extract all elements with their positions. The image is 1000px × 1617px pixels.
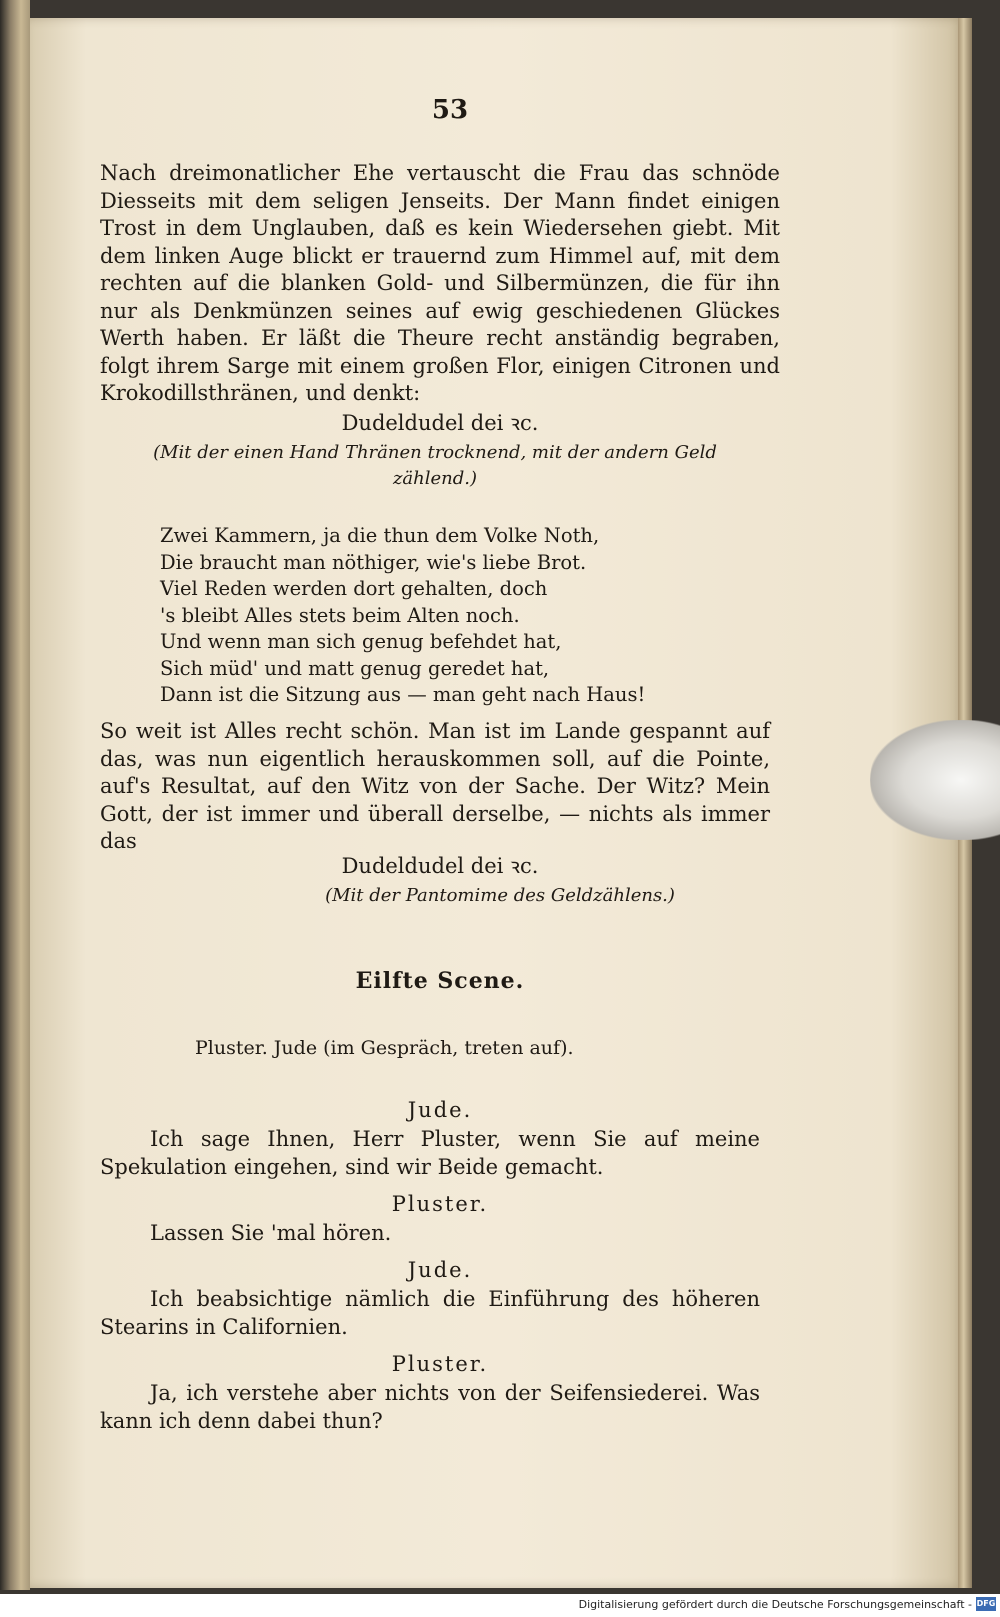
page-clip (870, 720, 1000, 840)
scene-direction: Pluster. Jude (im Gespräch, treten auf). (195, 1037, 574, 1059)
verse-line: Dann ist die Sitzung aus — man geht nach Haus! (160, 683, 646, 706)
verse-line: Und wenn man sich genug befehdet hat, (160, 630, 562, 653)
scene-heading: Eilfte Scene. (355, 968, 525, 994)
dfg-logo-icon: DFG (976, 1597, 996, 1611)
digitization-credit: Digitalisierung gefördert durch die Deutsche Forschungsgemeinschaft - (578, 1598, 972, 1611)
verse (160, 523, 740, 709)
speaker-name: Jude. (407, 1098, 473, 1122)
verse-line: Die braucht man nöthiger, wie's liebe Brot. (160, 550, 587, 574)
dialogue-line: Ich beabsichtige nämlich die Einführung des höheren Stearins in Californien. (100, 1287, 760, 1339)
verse-line: Zwei Kammern, ja die thun dem Volke Noth, (160, 524, 600, 547)
verse-line: 's bleibt Alles stets beim Alten noch. (160, 603, 520, 627)
speaker-name: Pluster. (391, 1192, 489, 1216)
stage-direction-2: (Mit der Pantomime des Geldzählens.) (325, 885, 675, 906)
footer-bar (0, 1594, 1000, 1617)
dialogue-line: Lassen Sie 'mal hören. (150, 1221, 392, 1245)
stage-direction-1: (Mit der einen Hand Thränen trocknend, mit der andern Geld zählend.) (153, 442, 717, 489)
paragraph-2 (100, 718, 770, 856)
dialogue-line: Ja, ich verstehe aber nichts von der Seifensiederei. Was kann ich denn dabei thun? (100, 1381, 760, 1433)
paragraph-1-text: Nach dreimonatlicher Ehe vertauscht die Frau das schnöde Diesseits mit dem seligen Jenseits. Der Mann findet einigen Trost in dem Unglauben, daß es kein Wiedersehen giebt. Mit dem linken Auge blickt er trauernd zum Himmel auf, mit dem rechten auf die blanken Gold- und Silbermünzen, die für ihn nur als Denkmünzen seines auf ewig geschiedenen Glückes Werth haben. Er läßt die Theure recht anständig begraben, folgt ihrem Sarge mit einem großen Flor, einigen Citronen und Krokodillsthränen, und denkt: (100, 161, 780, 405)
refrain-2: Dudeldudel dei ꝛc. (341, 854, 539, 878)
speaker-name: Jude. (407, 1258, 473, 1282)
speaker-name: Pluster. (391, 1352, 489, 1376)
refrain-1: Dudeldudel dei ꝛc. (341, 411, 539, 435)
paragraph-2-text: So weit ist Alles recht schön. Man ist im Lande gespannt auf das, was nun eigentlich herauskommen soll, auf die Pointe, auf's Resultat, auf den Witz von der Sache. Der Witz? Mein Gott, der ist immer und überall derselbe, — nichts als immer das (100, 719, 770, 853)
page-number: 53 (431, 95, 469, 125)
verse-line: Sich müd' und matt genug geredet hat, (160, 656, 550, 680)
verse-line: Viel Reden werden dort gehalten, doch (160, 577, 548, 600)
dialogue-line: Ich sage Ihnen, Herr Pluster, wenn Sie auf meine Spekulation eingehen, sind wir Beide gemacht. (100, 1127, 760, 1179)
book-gutter (0, 0, 30, 1590)
paragraph-1 (100, 160, 780, 408)
